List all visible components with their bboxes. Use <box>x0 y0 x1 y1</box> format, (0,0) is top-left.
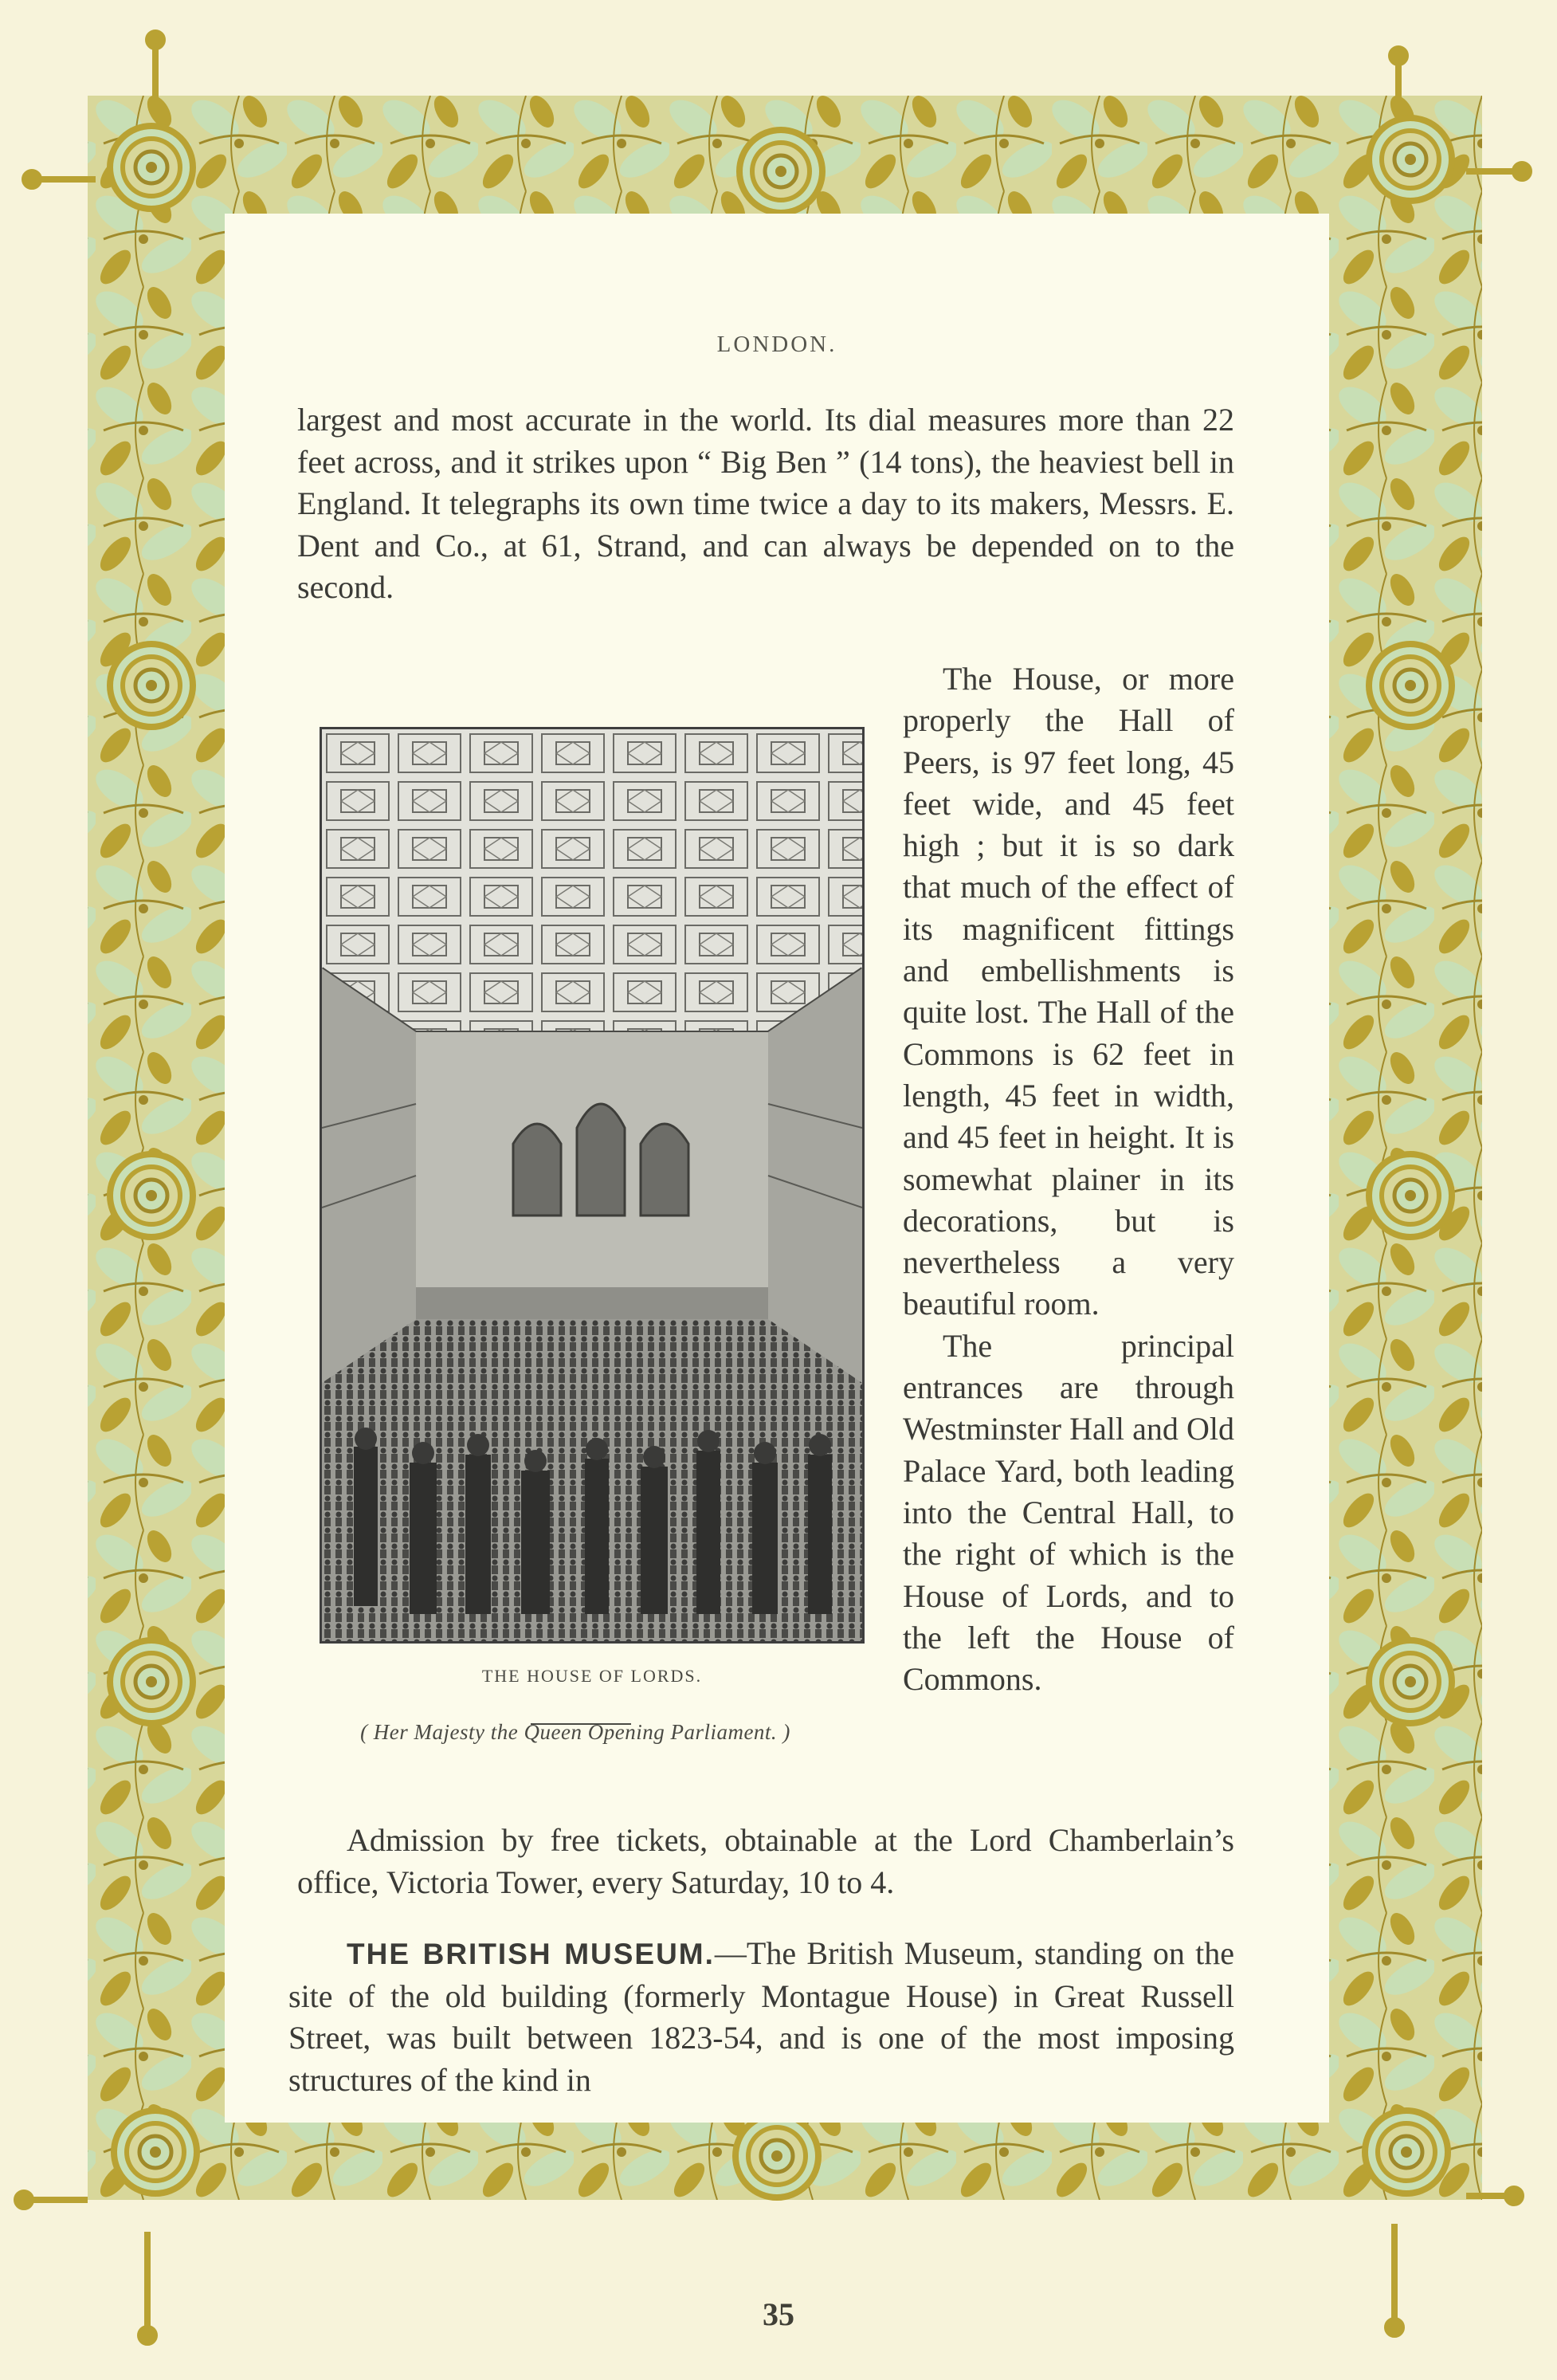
british-museum-text: —The British Museum, standing on the site of the old building (formerly Montague House) in Great Russell Street, was built between 1823-54, and is one of the most imposing structures of the kind in <box>288 1935 1235 2098</box>
right-column-text <box>903 658 1234 1700</box>
house-of-lords-engraving <box>320 727 865 1644</box>
paragraph-admission: Admission by free tickets, obtainable at the Lord Chamberlain’s office, Victoria Tower, every Saturday, 10 to 4. <box>297 1822 1234 1900</box>
page-number: 35 <box>763 2296 794 2332</box>
running-head: LONDON. <box>716 332 837 357</box>
paragraph-british-museum <box>288 1933 1234 2101</box>
illustration-caption: THE HOUSE OF LORDS. <box>481 1666 703 1686</box>
paragraph-clock: largest and most accurate in the world. Its dial measures more than 22 feet across, and it strikes upon “ Big Ben ” (14 tons), the heaviest bell in England. It telegraphs its own time twice a day to its makers, Messrs. E. Dent and Co., at 61, Strand, and can always be depended on to the second. <box>297 402 1234 605</box>
paragraph-entrances: The principal entrances are through Westminster Hall and Old Palace Yard, both leading into the Central Hall, to the right of which is the House of Lords, and to the left the House of Commons. <box>903 1327 1234 1698</box>
section-heading-british-museum: THE BRITISH MUSEUM. <box>347 1938 715 1970</box>
illustration-subcaption: ( Her Majesty the Queen Opening Parliament. ) <box>360 1720 790 1744</box>
paragraph-hall-of-peers: The House, or more properly the Hall of Peers, is 97 feet long, 45 feet wide, and 45 feet high ; but it is so dark that much of the effect of its magnificent fittings and embellishments is quite lost. The Hall of the Commons is 62 feet in length, 45 feet in width, and 45 feet in height. It is somewhat plainer in its decorations, but is nevertheless a very beautiful room. <box>903 661 1234 1322</box>
